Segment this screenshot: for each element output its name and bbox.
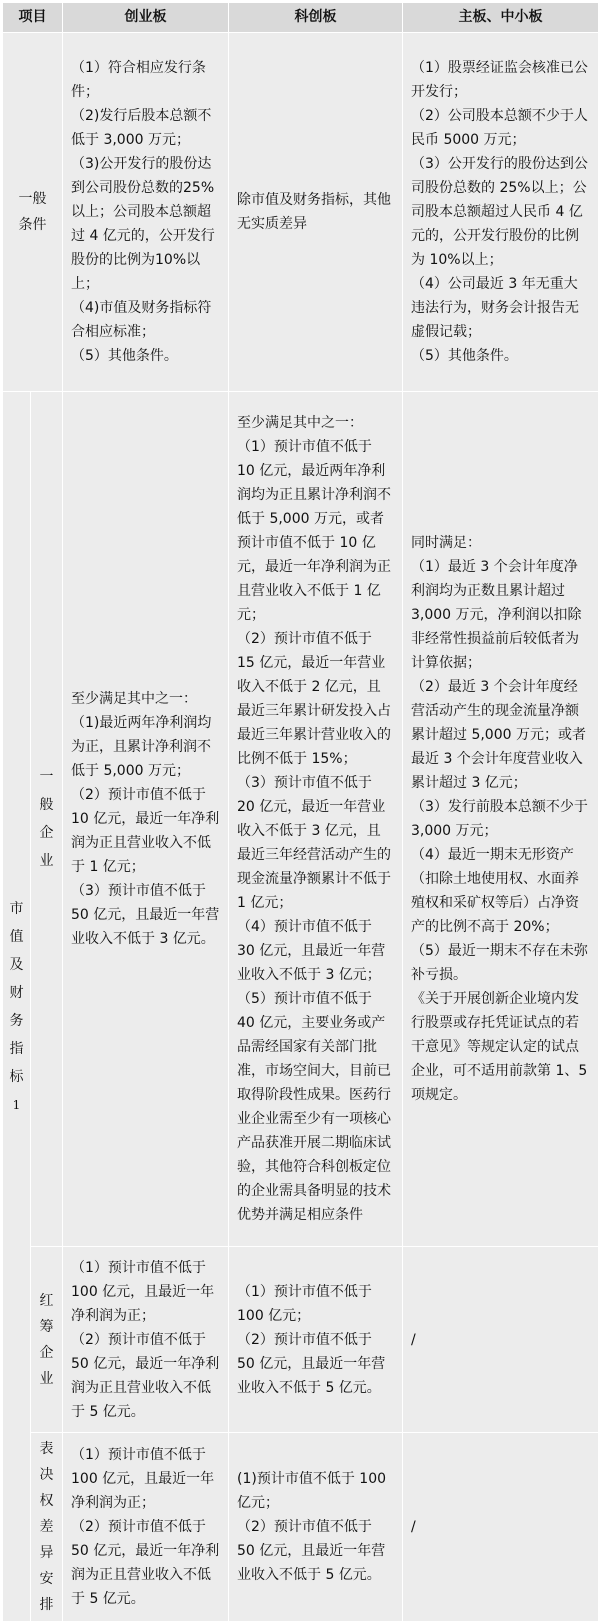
general-main-item: （4）公司最近 3 年无重大违法行为，财务会计报告无虚假记载； [411, 276, 579, 341]
general-main-cell [403, 32, 599, 391]
red-chip-chinext-item: （2）预计市值不低于 50 亿元，最近一年净利润为正且营业收入不低于 5 亿元。 [71, 1331, 220, 1420]
general-main-item: （5）其他条件。 [411, 348, 518, 365]
header-chinext: 创业板 [63, 3, 229, 33]
red-chip-label-text: 红筹企业 [39, 1292, 54, 1387]
general-company-chinext-item: 至少满足其中之一： [71, 691, 197, 708]
voting-label-text: 表决权差异安排 [39, 1441, 54, 1613]
red-chip-main-cell [403, 1247, 599, 1433]
general-chinext-cell [63, 32, 229, 391]
general-company-main-cell [403, 392, 599, 1247]
general-main-item: （1）股票经证监会核准已公开发行； [411, 60, 588, 101]
footnote-marker: 1 [12, 1097, 21, 1112]
market-financial-label [3, 392, 31, 1622]
general-company-main-item: 《关于开展创新企业境内发行股票或存托凭证试点的若干意见》等规定认定的试点企业，可不适用前款第 1、5 项规定。 [411, 991, 588, 1104]
header-star: 科创板 [229, 3, 403, 33]
general-company-main-item: （2）最近 3 个会计年度经营活动产生的现金流量净额累计超过 5,000 万元；或者最近 3 个会计年度营业收入累计超过 3 亿元； [411, 679, 586, 792]
general-company-chinext-item: （3）预计市值不低于 50 亿元，且最近一年营业收入不低于 3 亿元。 [71, 883, 220, 948]
general-company-chinext-item: （2）预计市值不低于 10 亿元，最近一年净利润为正且营业收入不低于 1 亿元； [71, 787, 220, 876]
red-chip-star-cell [229, 1247, 403, 1433]
market-financial-label-text [10, 895, 24, 1119]
red-chip-main-text: / [411, 1331, 416, 1348]
header-main: 主板、中小板 [403, 3, 599, 33]
general-main-item: （2）公司股本总额不少于人民币 5000 万元； [411, 108, 588, 149]
general-company-star-item: （4）预计市值不低于 30 亿元，且最近一年营业收入不低于 3 亿元； [237, 919, 386, 984]
red-chip-row [3, 1247, 599, 1433]
voting-star-cell [229, 1433, 403, 1622]
general-chinext-item: （3)公开发行的股份达到公司股份总数的25%以上；公司股本总额超过 4 亿元的，公开发行股份的比例为10%以上； [71, 156, 215, 293]
general-main-item: （3）公开发行的股份达到公司股份总数的 25%以上；公司股本总额超过人民币 4 亿元的，公开发行股份的比例为 10%以上； [411, 156, 588, 269]
general-company-label [31, 392, 63, 1247]
red-chip-chinext-item: （1）预计市值不低于 100 亿元，且最近一年净利润为正； [71, 1259, 215, 1324]
voting-label [31, 1433, 63, 1622]
general-company-chinext-cell [63, 392, 229, 1247]
general-conditions-label [3, 32, 63, 391]
voting-main-cell [403, 1433, 599, 1622]
general-company-main-item: （3）发行前股本总额不少于 3,000 万元； [411, 799, 588, 840]
general-company-row [3, 392, 599, 1247]
general-company-chinext-item: （1)最近两年净利润均为正，且累计净利润不低于 5,000 万元； [71, 715, 212, 780]
header-item: 项目 [3, 3, 63, 33]
header-row [3, 3, 599, 33]
red-chip-label [31, 1247, 63, 1433]
general-conditions-label-text: 一般条件 [18, 191, 47, 234]
voting-chinext-cell [63, 1433, 229, 1622]
general-company-star-item: （1）预计市值不低于 10 亿元，最近两年净利润均为正且累计净利润不低于 5,000 万元，或者预计市值不低于 10 亿元，最近一年净利润为正且营业收入不低于 1 亿元； [237, 439, 391, 624]
listing-criteria-table [2, 2, 599, 1622]
red-chip-star-item: （2）预计市值不低于 50 亿元，且最近一年营业收入不低于 5 亿元。 [237, 1331, 386, 1396]
voting-star-item: （2）预计市值不低于 50 亿元，且最近一年营业收入不低于 5 亿元。 [237, 1519, 386, 1583]
general-conditions-row [3, 32, 599, 391]
voting-star-item: (1)预计市值不低于 100 亿元； [237, 1471, 387, 1511]
general-star-text: 除市值及财务指标，其他无实质差异 [237, 192, 391, 233]
general-company-star-cell [229, 392, 403, 1247]
voting-row [3, 1433, 599, 1622]
general-company-star-item: （5）预计市值不低于 40 亿元，主要业务或产品需经国家有关部门批准，市场空间大，目前已取得阶段性成果。医药行业企业需至少有一项核心产品获准开展二期临床试验，其他符合科创板定位的企业需具备明显的技术优势并满足相应条件 [237, 991, 391, 1224]
general-company-star-item: （3）预计市值不低于 20 亿元，最近一年营业收入不低于 3 亿元，且最近三年经营活动产生的现金流量净额累计不低于 1 亿元； [237, 775, 391, 912]
general-chinext-item: （1）符合相应发行条件； [71, 60, 206, 101]
voting-chinext-item: （1）预计市值不低于 100 亿元，且最近一年净利润为正； [71, 1447, 215, 1511]
general-chinext-item: （4)市值及财务指标符合相应标准； [71, 300, 212, 341]
general-company-star-item: 至少满足其中之一： [237, 415, 363, 432]
red-chip-star-item: （1）预计市值不低于 100 亿元； [237, 1283, 372, 1324]
general-company-main-item: 同时满足： [411, 535, 481, 552]
voting-chinext-item: （2）预计市值不低于 50 亿元，最近一年净利润为正且营业收入不低于 5 亿元。 [71, 1519, 220, 1607]
general-company-main-item: （5）最近一期末不存在未弥补亏损。 [411, 943, 588, 984]
general-company-label-text: 一般企业 [39, 769, 54, 870]
general-chinext-item: （5）其他条件。 [71, 348, 178, 365]
general-star-cell [229, 32, 403, 391]
general-chinext-item: （2)发行后股本总额不低于 3,000 万元； [71, 108, 212, 149]
general-company-main-item: （4）最近一期末无形资产（扣除土地使用权、水面养殖权和采矿权等后）占净资产的比例不高于 20%； [411, 847, 579, 936]
voting-main-text: / [411, 1519, 416, 1535]
general-company-star-item: （2）预计市值不低于 15 亿元，最近一年营业收入不低于 2 亿元，且最近三年累计研发投入占最近三年累计营业收入的比例不低于 15%； [237, 631, 391, 768]
general-company-main-item: （1）最近 3 个会计年度净利润均为正数且累计超过 3,000 万元，净利润以扣除非经常性损益前后较低者为计算依据； [411, 559, 582, 672]
red-chip-chinext-cell [63, 1247, 229, 1433]
market-financial-label-value: 市值及财务指标 [9, 900, 24, 1085]
